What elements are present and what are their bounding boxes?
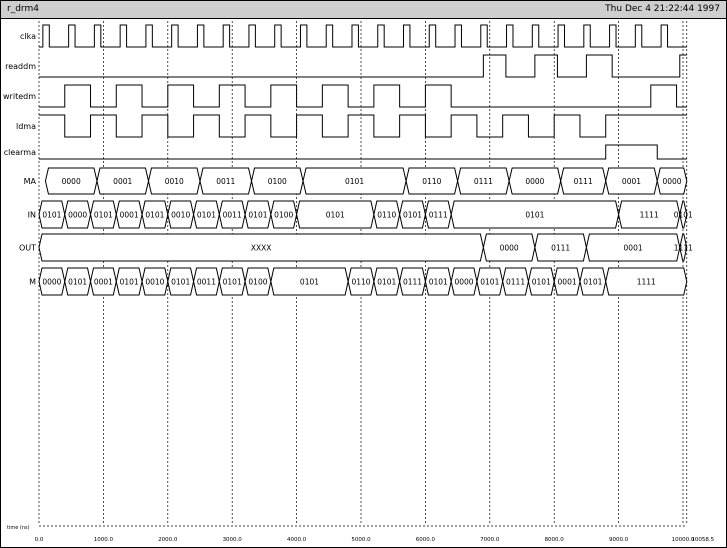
bus-value: XXXX: [250, 243, 272, 253]
bus-value: 0101: [345, 177, 365, 186]
bus-value: 0010: [164, 177, 184, 186]
time-tick-label: 10000.0: [671, 537, 695, 543]
signal-name-ma: MA: [23, 177, 36, 186]
signal-name-writedm: writedm: [3, 92, 36, 101]
bus-value: 0101: [171, 277, 191, 287]
bus-value: 0011: [222, 210, 242, 220]
bus-value: 1111: [636, 277, 656, 287]
bus-value: 0001: [557, 277, 577, 287]
signal-name-out: OUT: [18, 243, 36, 253]
bus-value: 0001: [621, 177, 642, 186]
time-tick-label: 8000.0: [544, 537, 564, 543]
bus-value: 0101: [68, 277, 88, 287]
bus-value: 0101: [531, 277, 551, 287]
bus-value: 0101: [525, 210, 545, 220]
signal-name-m: M: [29, 277, 36, 287]
waveform-canvas[interactable]: [1, 19, 726, 547]
bus-value: 0110: [377, 210, 397, 220]
trace-clka[interactable]: [39, 25, 687, 47]
signal-name-clka: clka: [19, 32, 36, 41]
trace-clearma[interactable]: [39, 145, 687, 159]
bus-value: 0111: [473, 177, 493, 186]
bus-value: 0001: [119, 210, 139, 220]
bus-value: 0111: [551, 243, 571, 253]
trace-ldma[interactable]: [39, 115, 687, 137]
bus-value: 0100: [267, 177, 287, 186]
bus-value: 0101: [42, 210, 62, 220]
time-end-label: 10058.5: [691, 537, 715, 543]
bus-value: 0101: [325, 210, 345, 220]
bus-value: 0100: [274, 210, 294, 220]
bus-value: 0101: [196, 210, 216, 220]
bus-value: 0010: [171, 210, 191, 220]
time-tick-label: 5000.0: [351, 537, 371, 543]
bus-value: 0101: [248, 210, 268, 220]
bus-value: 0010: [145, 277, 165, 287]
time-tick-label: 1000.0: [93, 537, 114, 543]
bus-value: 0101: [377, 277, 397, 287]
time-tick-label: 4000.0: [286, 537, 307, 543]
bus-value: 0101: [673, 210, 693, 220]
signal-name-in: IN: [27, 210, 36, 220]
bus-value: 0000: [662, 177, 682, 186]
trace-writedm[interactable]: [39, 85, 687, 107]
time-tick-label: 6000.0: [415, 537, 436, 543]
bus-value: 0001: [113, 177, 133, 186]
bus-value: 0101: [145, 210, 165, 220]
bus-value: 0111: [428, 210, 448, 220]
bus-value: 0101: [299, 277, 320, 287]
bus-value: 0111: [573, 177, 593, 186]
bus-value: 0000: [499, 243, 519, 253]
bus-value: 0011: [216, 177, 236, 186]
time-tick-label: 7000.0: [480, 537, 500, 543]
signal-name-readdm: readdm: [5, 62, 36, 71]
bus-value: 0000: [454, 277, 474, 287]
bus-value: 0001: [623, 243, 643, 253]
time-tick-label: 3000.0: [222, 537, 242, 543]
bus-value: 0101: [428, 277, 448, 287]
bus-value: 1111: [673, 243, 693, 253]
bus-value: 0101: [480, 277, 500, 287]
bus-value: 0000: [68, 210, 88, 220]
signal-name-ldma: ldma: [16, 122, 36, 131]
bus-value: 0110: [422, 177, 442, 186]
bus-value: 0101: [583, 277, 603, 287]
bus-value: 0011: [196, 277, 216, 287]
trace-readdm[interactable]: [39, 55, 687, 77]
bus-value: 0101: [402, 210, 423, 220]
time-tick-label: 0.0: [34, 537, 44, 543]
bus-value: 0101: [222, 277, 242, 287]
signal-name-clearma: clearma: [3, 148, 36, 157]
window-title: r_drm4: [7, 4, 39, 14]
bus-value: 0101: [93, 210, 113, 220]
title-bar[interactable]: [1, 1, 726, 19]
bus-value: 0110: [351, 277, 371, 287]
bus-value: 0001: [93, 277, 113, 287]
bus-value: 1111: [639, 210, 659, 220]
time-axis-label: time (ns): [7, 525, 30, 531]
bus-value: 0000: [525, 177, 545, 186]
bus-value: 0111: [506, 277, 526, 287]
bus-value: 0000: [61, 177, 81, 186]
time-tick-label: 2000.0: [158, 537, 178, 543]
timestamp: Thu Dec 4 21:22:44 1997: [605, 4, 720, 14]
bus-value: 0101: [119, 277, 139, 287]
bus-value: 0000: [42, 277, 62, 287]
bus-value: 0111: [402, 277, 423, 287]
bus-value: 0100: [248, 277, 268, 287]
time-tick-label: 9000.0: [608, 537, 629, 543]
